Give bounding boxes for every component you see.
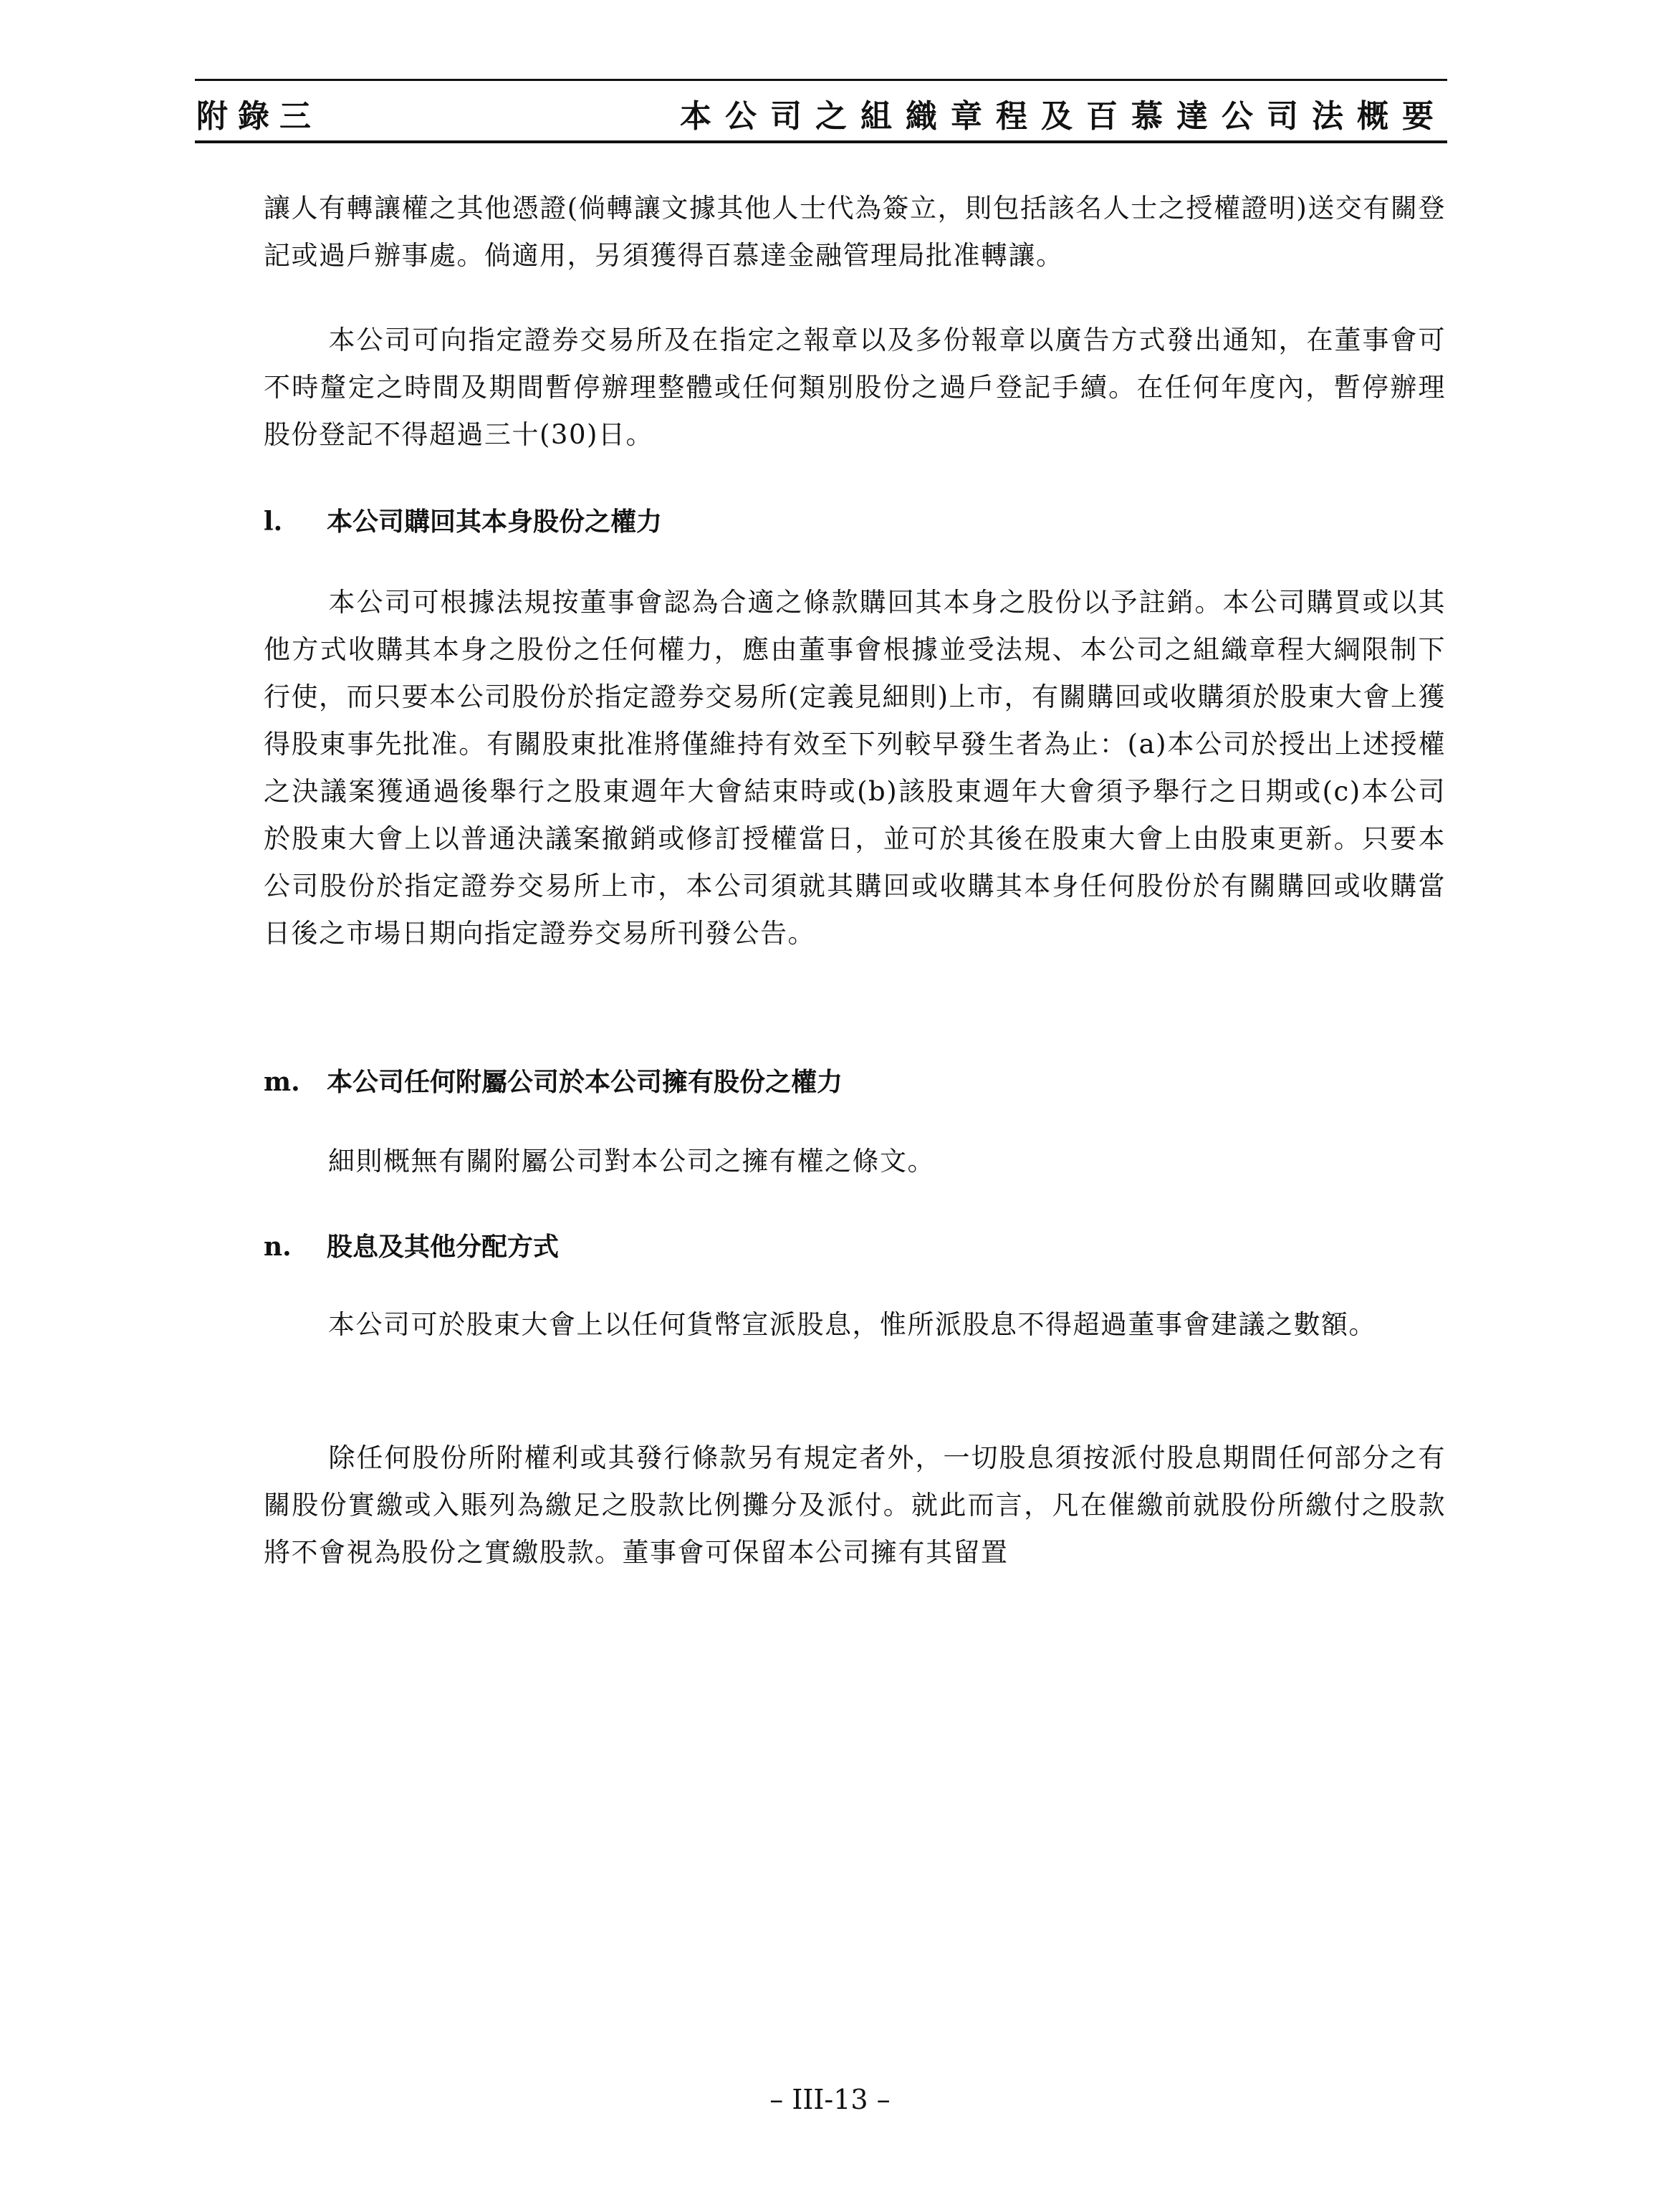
section-title: 股息及其他分配方式 (327, 1232, 560, 1262)
section-number: l. (264, 507, 283, 537)
page-header (195, 85, 1447, 143)
paragraph-dividend-declare (264, 1301, 1446, 1349)
paragraph-text: 本公司可根據法規按董事會認為合適之條款購回其本身之股份以予註銷。本公司購買或以其他方式收購其本身之股份之任何權力，應由董事會根據並受法規、本公司之組織章程大綱限制下行使，而只要本公司股份於指定證券交易所(定義見細則)上市，有關購回或收購須於股東大會上獲得股東事先批准。有關股東批准將僅維持有效至下列較早發生者為止：(a)本公司於授出上述授權之決議案獲通過後舉行之股東週年大會結束時或(b)該股東週年大會須予舉行之日期或(c)本公司於股東大會上以普通決議案撤銷或修訂授權當日，並可於其後在股東大會上由股東更新。只要本公司股份於指定證券交易所上市，本公司須就其購回或收購其本身任何股份於有關購回或收購當日後之市場日期向指定證券交易所刊發公告。 (264, 587, 1446, 949)
section-heading-m (264, 1062, 1446, 1098)
section-title: 本公司購回其本身股份之權力 (327, 507, 663, 537)
paragraph-buyback (264, 579, 1446, 957)
header-bottom-rule (195, 140, 1447, 143)
paragraph-text: 除任何股份所附權利或其發行條款另有規定者外，一切股息須按派付股息期間任何部分之有關股份實繳或入賬列為繳足之股款比例攤分及派付。就此而言，凡在催繳前就股份所繳付之股款將不會視為股份之實繳股款。董事會可保留本公司擁有其留置 (264, 1442, 1446, 1568)
header-top-rule (195, 79, 1447, 81)
section-heading-n (264, 1227, 1446, 1263)
page-number: – III-13 – (769, 2084, 891, 2115)
section-number: n. (264, 1232, 292, 1262)
paragraph-text: 讓人有轉讓權之其他憑證(倘轉讓文據其他人士代為簽立，則包括該名人士之授權證明)送交有關登記或過戶辦事處。倘適用，另須獲得百慕達金融管理局批准轉讓。 (264, 193, 1446, 271)
paragraph-transfer-cont (264, 185, 1446, 279)
section-number: m. (264, 1067, 300, 1097)
paragraph-text: 本公司可於股東大會上以任何貨幣宣派股息，惟所派股息不得超過董事會建議之數額。 (328, 1309, 1376, 1340)
section-title: 本公司任何附屬公司於本公司擁有股份之權力 (327, 1067, 843, 1097)
paragraph-register-closure (264, 317, 1446, 459)
paragraph-subsidiary (264, 1138, 1446, 1185)
appendix-title: 本公司之組織章程及百慕達公司法概要 (680, 98, 1447, 135)
paragraph-text: 本公司可向指定證券交易所及在指定之報章以及多份報章以廣告方式發出通知，在董事會可不時釐定之時間及期間暫停辦理整體或任何類別股份之過戶登記手續。在任何年度內，暫停辦理股份登記不得超過三十(30)日。 (264, 325, 1446, 450)
paragraph-text: 細則概無有關附屬公司對本公司之擁有權之條文。 (328, 1146, 935, 1177)
appendix-label: 附錄三 (196, 98, 321, 135)
paragraph-dividend-payment (264, 1435, 1446, 1576)
section-heading-l (264, 502, 1446, 538)
